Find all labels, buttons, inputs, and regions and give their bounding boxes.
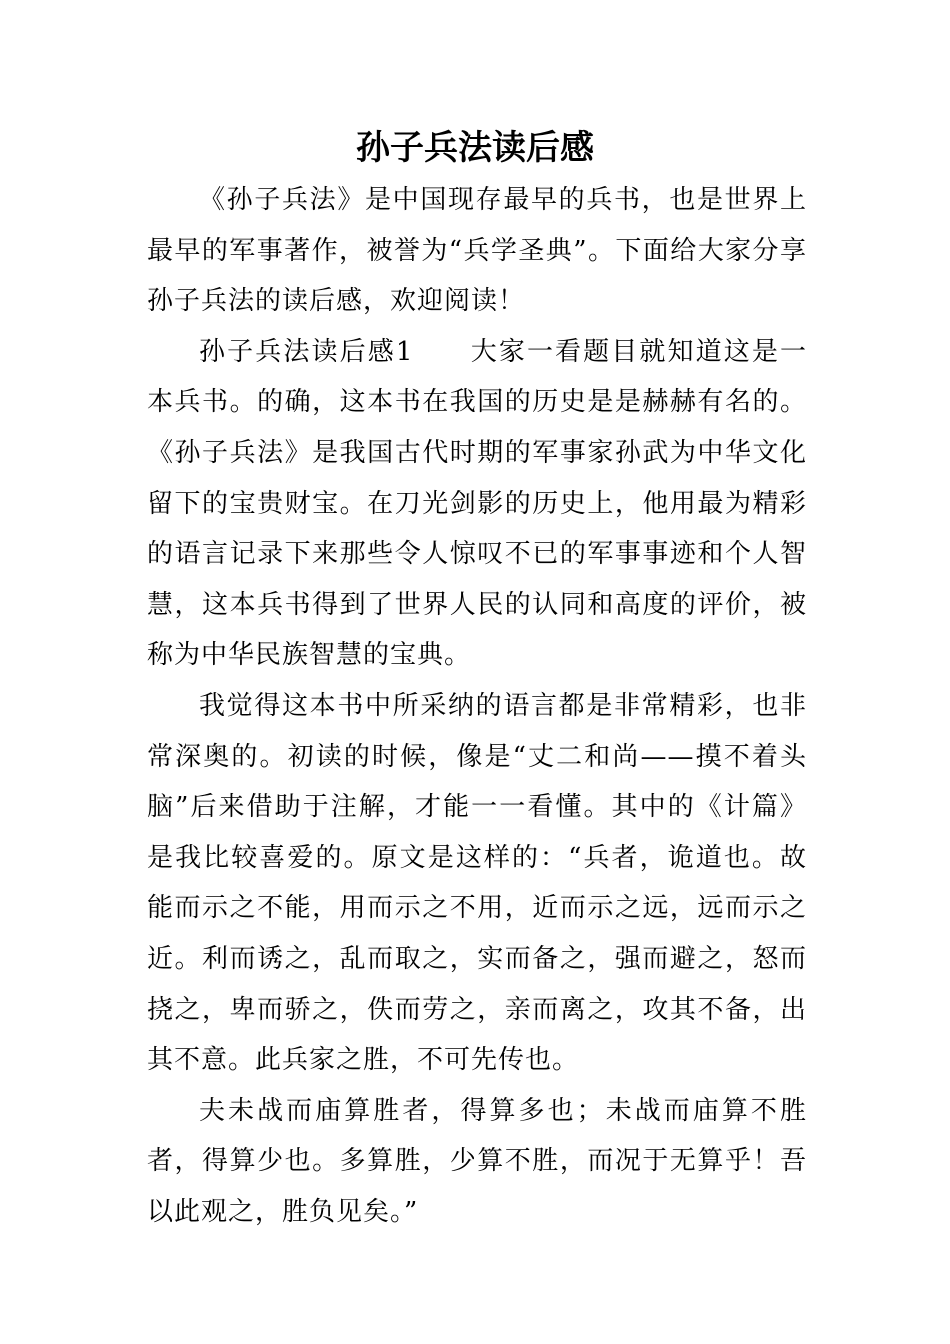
- document-body: [147, 175, 807, 1237]
- document-title: 孙子兵法读后感: [356, 128, 594, 168]
- body-paragraph-2: 我觉得这本书中所采纳的语言都是非常精彩，也非常深奥的。初读的时候，像是“丈二和尚——摸不着头脑”后来借助于注解，才能一一看懂。其中的《计篇》是我比较喜爱的。原文是这样的：“兵者，诡道也。故能而示之不能，用而示之不用，近而示之远，远而示之近。利而诱之，乱而取之，实而备之，强而避之，怒而挠之，卑而骄之，佚而劳之，亲而离之，攻其不备，出其不意。此兵家之胜，不可先传也。: [147, 690, 807, 1076]
- body-paragraph-3: 夫未战而庙算胜者，得算多也；未战而庙算不胜者，得算少也。多算胜，少算不胜，而况于无算乎！吾以此观之，胜负见矣。”: [147, 1095, 807, 1227]
- body-paragraph-1: 孙子兵法读后感1 大家一看题目就知道这是一本兵书。的确，这本书在我国的历史是是赫赫有名的。《孙子兵法》是我国古代时期的军事家孙武为中华文化留下的宝贵财宝。在刀光剑影的历史上，他用最为精彩的语言记录下来那些令人惊叹不已的军事事迹和个人智慧，这本兵书得到了世界人民的认同和高度的评价，被称为中华民族智慧的宝典。: [147, 336, 807, 671]
- intro-paragraph: 《孙子兵法》是中国现存最早的兵书，也是世界上最早的军事著作，被誉为“兵学圣典”。下面给大家分享孙子兵法的读后感，欢迎阅读！: [147, 185, 807, 317]
